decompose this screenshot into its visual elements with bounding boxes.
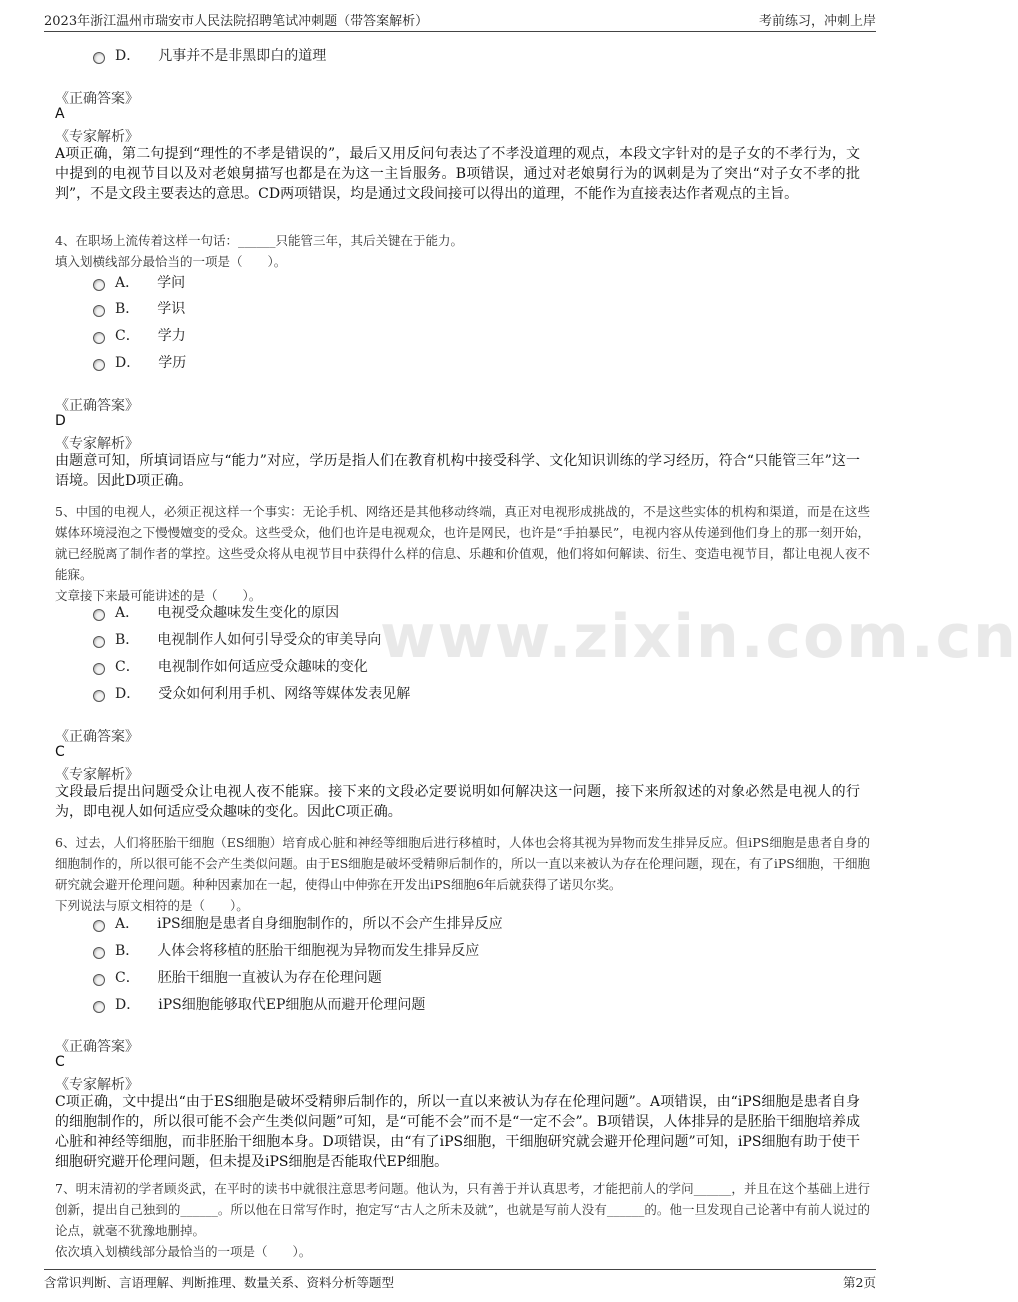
question-stem: 6、过去，人们将胚胎干细胞（ES细胞）培育成心脏和神经等细胞后进行移植时，人体也会将其视为异物而发生排异反应。但iPS细胞是患者自身的细胞制作的，所以很可能不会产生类似问题。由于ES细胞是破坏受精卵后制作的，所以一直以来被认为存在伦理问题，现在，有了iPS细胞，干细胞研究就会避开伦理问题。种种因素加在一起，使得山中伸弥在开发出iPS细胞6年后就获得了诺贝尔奖。 xyxy=(55,835,870,892)
q5-option-d[interactable]: D． 受众如何利用手机、网络等媒体发表见解 xyxy=(93,682,410,704)
question-prompt: 填入划横线部分最恰当的一项是（ ）。 xyxy=(55,254,287,269)
question-prompt: 下列说法与原文相符的是（ ）。 xyxy=(55,898,249,913)
radio-icon[interactable] xyxy=(93,920,105,932)
radio-icon[interactable] xyxy=(93,974,105,986)
q6-option-d[interactable]: D． iPS细胞能够取代EP细胞从而避开伦理问题 xyxy=(93,993,425,1015)
page-footer xyxy=(44,1269,876,1293)
analysis-text: A项正确，第二句提到“理性的不孝是错误的”，最后又用反问句表达了不孝没道理的观点，本段文字针对的是子女的不孝行为，文中提到的电视节目以及对老娘舅描写也都是在为这一主旨服务。B项错误，通过对老娘舅行为的讽刺是为了突出“对子女不孝的批判”，不是文段主要表达的意思。CD两项错误，均是通过文段间接可以得出的道理，不能作为直接表达作者观点的主旨。 xyxy=(55,146,860,202)
q4-option-b[interactable]: B． 学识 xyxy=(93,297,185,319)
answer-label: 《正确答案》 xyxy=(55,1039,139,1055)
q4-option-a[interactable]: A． 学问 xyxy=(93,271,185,293)
q6-option-a[interactable]: A． iPS细胞是患者自身细胞制作的，所以不会产生排异反应 xyxy=(93,912,503,934)
question-5 xyxy=(55,501,870,606)
watermark: www.zixin.com.cn xyxy=(380,602,1018,672)
footer-description: 含常识判断、言语理解、判断推理、数量关系、资料分析等题型 xyxy=(44,1275,395,1290)
radio-icon[interactable] xyxy=(93,690,105,702)
correct-answer: D xyxy=(55,413,66,429)
analysis-label: 《专家解析》 xyxy=(55,129,139,145)
radio-icon[interactable] xyxy=(93,636,105,648)
header-slogan: 考前练习，冲刺上岸 xyxy=(758,14,876,29)
radio-icon[interactable] xyxy=(93,947,105,959)
answer-label: 《正确答案》 xyxy=(55,398,139,414)
analysis-text: C项正确，文中提出“由于ES细胞是破坏受精卵后制作的，所以一直以来被认为存在伦理问题”。A项错误，由“iPS细胞是患者自身的细胞制作的，所以很可能不会产生类似问题”可知，是“可能不会”而不是“一定不会”。B项错误，人体排异的是胚胎干细胞培养成心脏和神经等细胞，而非胚胎干细胞本身。D项错误，由“有了iPS细胞，干细胞研究就会避开伦理问题”可知，iPS细胞有助于使干细胞研究避开伦理问题，但未提及iPS细胞是否能取代EP细胞。 xyxy=(55,1094,860,1170)
radio-icon[interactable] xyxy=(93,279,105,291)
page-number: 第2页 xyxy=(843,1275,876,1290)
correct-answer: C xyxy=(55,744,65,760)
correct-answer: C xyxy=(55,1054,65,1070)
radio-icon[interactable] xyxy=(93,52,105,64)
analysis-label: 《专家解析》 xyxy=(55,436,139,452)
radio-icon[interactable] xyxy=(93,305,105,317)
q5-option-b[interactable]: B． 电视制作人如何引导受众的审美导向 xyxy=(93,628,381,650)
radio-icon[interactable] xyxy=(93,663,105,675)
analysis-text: 文段最后提出问题受众让电视人夜不能寐。接下来的文段必定要说明如何解决这一问题，接下来所叙述的对象必然是电视人的行为，即电视人如何适应受众趣味的变化。因此C项正确。 xyxy=(55,784,860,820)
question-4 xyxy=(55,230,870,272)
radio-icon[interactable] xyxy=(93,332,105,344)
document-title: 2023年浙江温州市瑞安市人民法院招聘笔试冲刺题（带答案解析） xyxy=(44,14,429,29)
question-6 xyxy=(55,832,870,916)
radio-icon[interactable] xyxy=(93,1001,105,1013)
q5-option-c[interactable]: C． 电视制作如何适应受众趣味的变化 xyxy=(93,655,368,677)
q6-option-c[interactable]: C． 胚胎干细胞一直被认为存在伦理问题 xyxy=(93,966,382,988)
question-prompt: 依次填入划横线部分最恰当的一项是（ ）。 xyxy=(55,1244,312,1259)
radio-icon[interactable] xyxy=(93,359,105,371)
question-stem: 7、明末清初的学者顾炎武，在平时的读书中就很注意思考问题。他认为，只有善于并认真思考，才能把前人的学问______，并且在这个基础上进行创新，提出自己独到的______。所以他在日常写作时，抱定写“古人之所未及就”，也就是写前人没有______的。他一旦发现自己论著中有前人说过的论点，就毫不犹豫地删掉。 xyxy=(55,1181,870,1238)
question-prompt: 文章接下来最可能讲述的是（ ）。 xyxy=(55,588,262,603)
analysis-text: 由题意可知，所填词语应与“能力”对应，学历是指人们在教育机构中接受科学、文化知识训练的学习经历，符合“只能管三年”这一语境。因此D项正确。 xyxy=(55,453,860,489)
analysis-label: 《专家解析》 xyxy=(55,1077,139,1093)
q5-option-a[interactable]: A． 电视受众趣味发生变化的原因 xyxy=(93,601,339,623)
question-7 xyxy=(55,1178,870,1262)
answer-label: 《正确答案》 xyxy=(55,729,139,745)
prev-option-d[interactable]: D． 凡事并不是非黑即白的道理 xyxy=(93,44,326,66)
analysis-label: 《专家解析》 xyxy=(55,767,139,783)
q4-option-c[interactable]: C． 学力 xyxy=(93,324,186,346)
radio-icon[interactable] xyxy=(93,609,105,621)
answer-label: 《正确答案》 xyxy=(55,91,139,107)
question-stem: 5、中国的电视人，必须正视这样一个事实：无论手机、网络还是其他移动终端，真正对电视形成挑战的，不是这些实体的机构和渠道，而是在这些媒体环境浸泡之下慢慢嬗变的受众。这些受众，他们也许是电视观众，也许是网民，也许是“手拍暴民”，电视内容从传递到他们身上的那一刻开始，就已经脱离了制作者的掌控。这些受众将从电视节目中获得什么样的信息、乐趣和价值观，他们将如何解读、衍生、变造电视节目，都让电视人夜不能寐。 xyxy=(55,504,870,582)
question-stem: 4、在职场上流传着这样一句话：______只能管三年，其后关键在于能力。 xyxy=(55,233,463,248)
q4-option-d[interactable]: D． 学历 xyxy=(93,351,186,373)
correct-answer: A xyxy=(55,106,65,122)
page-header xyxy=(44,10,876,32)
q6-option-b[interactable]: B． 人体会将移植的胚胎干细胞视为异物而发生排异反应 xyxy=(93,939,479,961)
